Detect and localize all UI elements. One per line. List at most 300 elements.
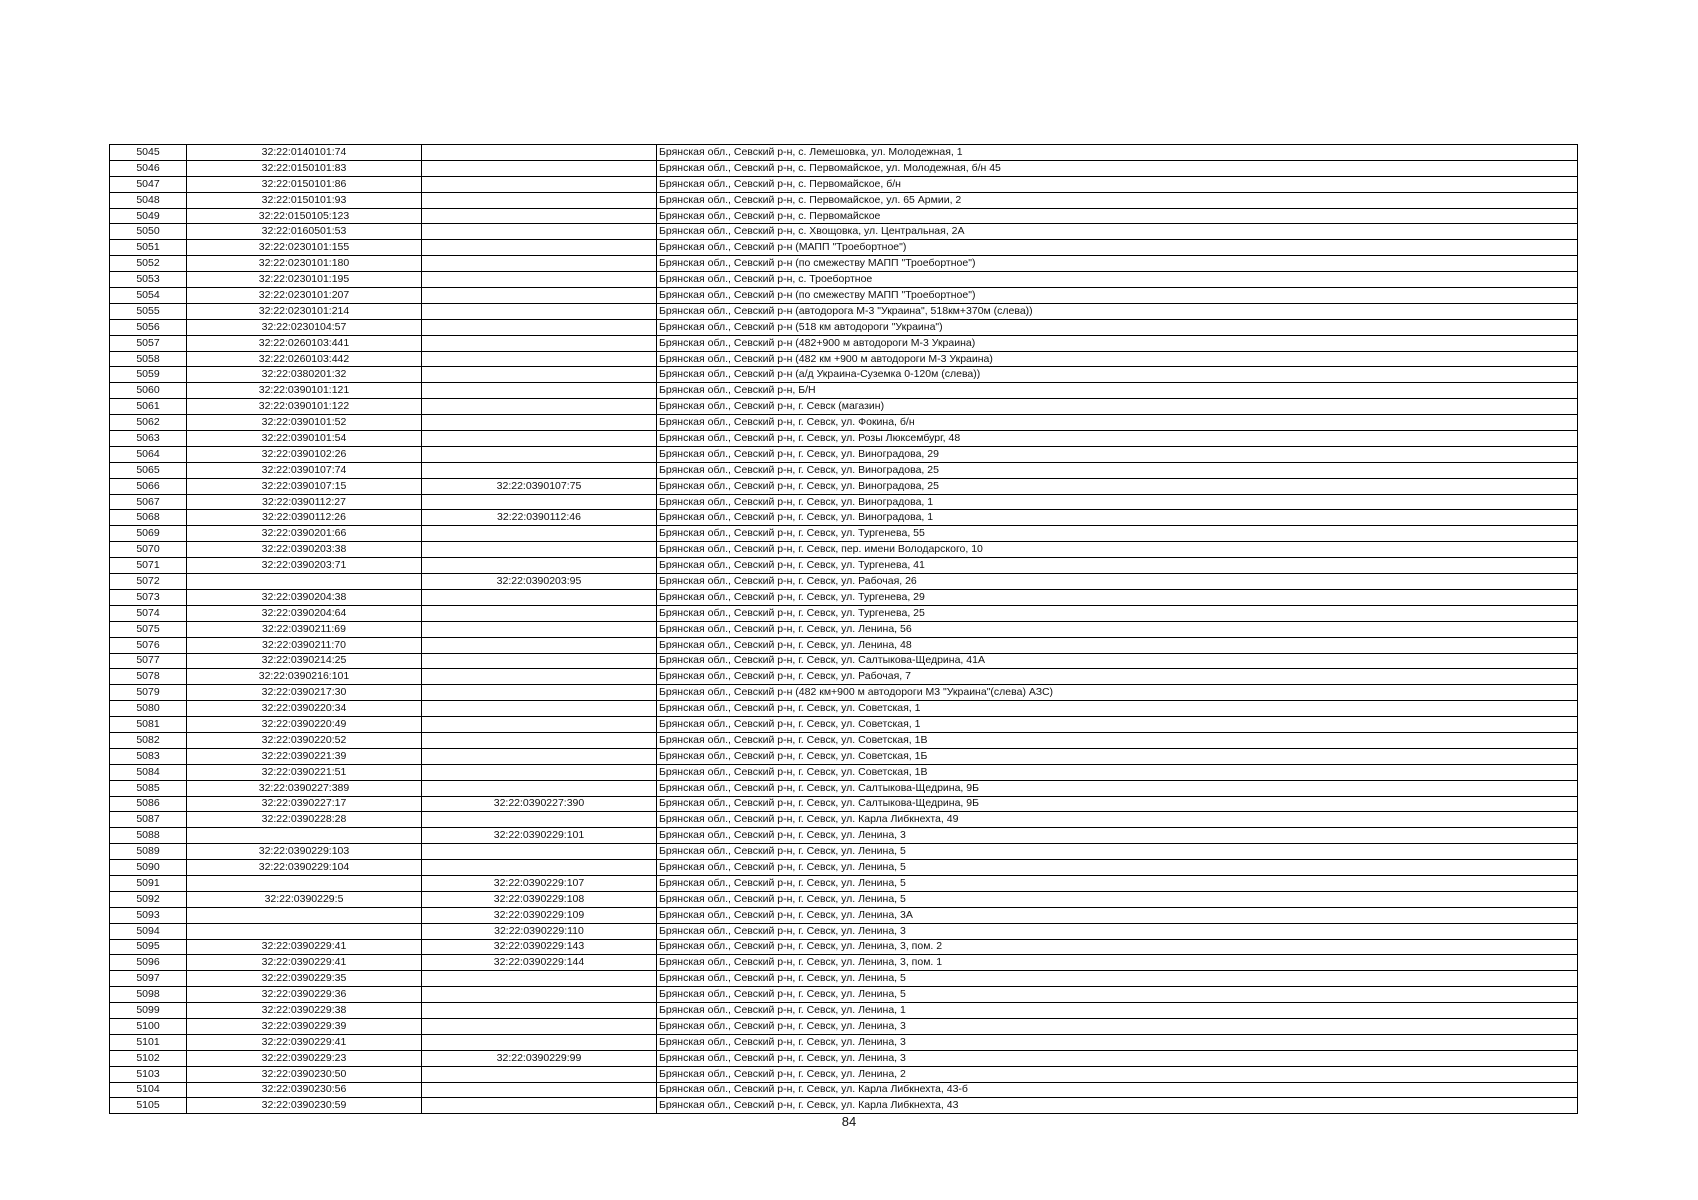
cadastral-number-cell: 32:22:0390229:5 (187, 891, 422, 907)
cadastral-number-cell: 32:22:0390211:70 (187, 637, 422, 653)
related-cadastral-number-cell (422, 987, 657, 1003)
table-row (110, 288, 1578, 304)
related-cadastral-number-cell (422, 717, 657, 733)
address-cell: Брянская обл., Севский р-н, г. Севск, ул. Виноградова, 1 (657, 510, 1578, 526)
row-number-cell: 5053 (110, 272, 187, 288)
address-cell: Брянская обл., Севский р-н, Б/Н (657, 383, 1578, 399)
cadastral-number-cell: 32:22:0140101:74 (187, 145, 422, 161)
address-cell: Брянская обл., Севский р-н, г. Севск, ул. Ленина, 5 (657, 844, 1578, 860)
row-number-cell: 5062 (110, 415, 187, 431)
table-row (110, 1050, 1578, 1066)
cadastral-number-cell: 32:22:0390227:17 (187, 796, 422, 812)
address-cell: Брянская обл., Севский р-н, г. Севск (магазин) (657, 399, 1578, 415)
address-cell: Брянская обл., Севский р-н, г. Севск, ул. Тургенева, 55 (657, 526, 1578, 542)
row-number-cell: 5065 (110, 462, 187, 478)
table-row (110, 844, 1578, 860)
row-number-cell: 5051 (110, 240, 187, 256)
related-cadastral-number-cell (422, 780, 657, 796)
address-cell: Брянская обл., Севский р-н, с. Троебортное (657, 272, 1578, 288)
related-cadastral-number-cell: 32:22:0390229:101 (422, 828, 657, 844)
related-cadastral-number-cell: 32:22:0390229:107 (422, 875, 657, 891)
row-number-cell: 5098 (110, 987, 187, 1003)
address-cell: Брянская обл., Севский р-н, г. Севск, ул. Фокина, б/н (657, 415, 1578, 431)
cadastral-number-cell: 32:22:0390229:41 (187, 955, 422, 971)
address-cell: Брянская обл., Севский р-н, г. Севск, ул. Ленина, 2 (657, 1066, 1578, 1082)
table-row (110, 653, 1578, 669)
row-number-cell: 5052 (110, 256, 187, 272)
cadastral-number-cell: 32:22:0390203:71 (187, 558, 422, 574)
cadastral-number-cell: 32:22:0150101:83 (187, 160, 422, 176)
address-cell: Брянская обл., Севский р-н, г. Севск, ул. Ленина, 3 (657, 1018, 1578, 1034)
table-row (110, 875, 1578, 891)
cadastral-number-cell: 32:22:0390220:52 (187, 732, 422, 748)
related-cadastral-number-cell (422, 383, 657, 399)
cadastral-number-cell: 32:22:0390203:38 (187, 542, 422, 558)
row-number-cell: 5087 (110, 812, 187, 828)
cadastral-number-cell: 32:22:0390229:39 (187, 1018, 422, 1034)
row-number-cell: 5104 (110, 1082, 187, 1098)
table-row (110, 431, 1578, 447)
address-cell: Брянская обл., Севский р-н, г. Севск, ул. Ленина, 5 (657, 860, 1578, 876)
cadastral-number-cell: 32:22:0150101:86 (187, 176, 422, 192)
table-row (110, 637, 1578, 653)
row-number-cell: 5073 (110, 589, 187, 605)
related-cadastral-number-cell: 32:22:0390229:143 (422, 939, 657, 955)
cadastral-number-cell: 32:22:0390101:52 (187, 415, 422, 431)
table-row (110, 399, 1578, 415)
row-number-cell: 5082 (110, 732, 187, 748)
row-number-cell: 5069 (110, 526, 187, 542)
row-number-cell: 5101 (110, 1034, 187, 1050)
related-cadastral-number-cell (422, 431, 657, 447)
related-cadastral-number-cell: 32:22:0390229:144 (422, 955, 657, 971)
address-cell: Брянская обл., Севский р-н, г. Севск, ул. Советская, 1 (657, 717, 1578, 733)
address-cell: Брянская обл., Севский р-н, г. Севск, ул. Тургенева, 41 (657, 558, 1578, 574)
table-row (110, 319, 1578, 335)
related-cadastral-number-cell: 32:22:0390227:390 (422, 796, 657, 812)
address-cell: Брянская обл., Севский р-н, г. Севск, ул. Ленина, 3 (657, 1050, 1578, 1066)
address-cell: Брянская обл., Севский р-н, г. Севск, ул. Тургенева, 25 (657, 605, 1578, 621)
cadastral-number-cell: 32:22:0390229:104 (187, 860, 422, 876)
cadastral-number-cell: 32:22:0390227:389 (187, 780, 422, 796)
related-cadastral-number-cell (422, 160, 657, 176)
cadastral-number-cell: 32:22:0390229:38 (187, 1003, 422, 1019)
address-cell: Брянская обл., Севский р-н, с. Лемешовка, ул. Молодежная, 1 (657, 145, 1578, 161)
table-row (110, 224, 1578, 240)
row-number-cell: 5066 (110, 478, 187, 494)
address-cell: Брянская обл., Севский р-н, г. Севск, ул. Салтыкова-Щедрина, 9Б (657, 780, 1578, 796)
table-row (110, 860, 1578, 876)
address-cell: Брянская обл., Севский р-н, г. Севск, ул. Ленина, 3 (657, 828, 1578, 844)
table-row (110, 1066, 1578, 1082)
address-cell: Брянская обл., Севский р-н, г. Севск, ул. Советская, 1В (657, 764, 1578, 780)
related-cadastral-number-cell (422, 669, 657, 685)
table-row (110, 732, 1578, 748)
related-cadastral-number-cell (422, 462, 657, 478)
address-cell: Брянская обл., Севский р-н, г. Севск, ул. Ленина, 3 (657, 923, 1578, 939)
table-row (110, 812, 1578, 828)
cadastral-number-cell: 32:22:0160501:53 (187, 224, 422, 240)
cadastral-number-cell: 32:22:0390107:15 (187, 478, 422, 494)
row-number-cell: 5070 (110, 542, 187, 558)
table-row (110, 542, 1578, 558)
related-cadastral-number-cell (422, 446, 657, 462)
row-number-cell: 5097 (110, 971, 187, 987)
related-cadastral-number-cell (422, 971, 657, 987)
cadastral-number-cell: 32:22:0390229:23 (187, 1050, 422, 1066)
address-cell: Брянская обл., Севский р-н, г. Севск, пер. имени Володарского, 10 (657, 542, 1578, 558)
row-number-cell: 5061 (110, 399, 187, 415)
address-cell: Брянская обл., Севский р-н, г. Севск, ул. Ленина, 56 (657, 621, 1578, 637)
cadastral-number-cell: 32:22:0390229:36 (187, 987, 422, 1003)
table-row (110, 1098, 1578, 1114)
row-number-cell: 5099 (110, 1003, 187, 1019)
related-cadastral-number-cell (422, 256, 657, 272)
related-cadastral-number-cell (422, 1003, 657, 1019)
cadastral-number-cell: 32:22:0390112:26 (187, 510, 422, 526)
row-number-cell: 5064 (110, 446, 187, 462)
related-cadastral-number-cell (422, 701, 657, 717)
row-number-cell: 5046 (110, 160, 187, 176)
related-cadastral-number-cell (422, 319, 657, 335)
related-cadastral-number-cell (422, 860, 657, 876)
cadastral-number-cell (187, 907, 422, 923)
address-cell: Брянская обл., Севский р-н, г. Севск, ул. Ленина, 48 (657, 637, 1578, 653)
row-number-cell: 5092 (110, 891, 187, 907)
address-cell: Брянская обл., Севский р-н (МАПП "Троебортное") (657, 240, 1578, 256)
cadastral-number-cell: 32:22:0390229:35 (187, 971, 422, 987)
table-row (110, 256, 1578, 272)
address-cell: Брянская обл., Севский р-н, г. Севск, ул. Рабочая, 7 (657, 669, 1578, 685)
related-cadastral-number-cell: 32:22:0390112:46 (422, 510, 657, 526)
row-number-cell: 5091 (110, 875, 187, 891)
table-row (110, 621, 1578, 637)
row-number-cell: 5089 (110, 844, 187, 860)
related-cadastral-number-cell (422, 415, 657, 431)
row-number-cell: 5056 (110, 319, 187, 335)
table-row (110, 796, 1578, 812)
address-cell: Брянская обл., Севский р-н, г. Севск, ул. Советская, 1В (657, 732, 1578, 748)
row-number-cell: 5047 (110, 176, 187, 192)
cadastral-number-cell: 32:22:0390230:59 (187, 1098, 422, 1114)
cadastral-number-cell (187, 574, 422, 590)
cadastral-number-cell: 32:22:0390101:121 (187, 383, 422, 399)
row-number-cell: 5049 (110, 208, 187, 224)
related-cadastral-number-cell (422, 351, 657, 367)
table-row (110, 478, 1578, 494)
cadastral-number-cell: 32:22:0260103:442 (187, 351, 422, 367)
row-number-cell: 5045 (110, 145, 187, 161)
related-cadastral-number-cell (422, 192, 657, 208)
table-row (110, 176, 1578, 192)
address-cell: Брянская обл., Севский р-н, г. Севск, ул. Розы Люксембург, 48 (657, 431, 1578, 447)
address-cell: Брянская обл., Севский р-н (а/д Украина-Суземка 0-120м (слева)) (657, 367, 1578, 383)
address-cell: Брянская обл., Севский р-н, г. Севск, ул. Советская, 1 (657, 701, 1578, 717)
address-cell: Брянская обл., Севский р-н, г. Севск, ул. Ленина, 3 (657, 1034, 1578, 1050)
row-number-cell: 5048 (110, 192, 187, 208)
address-cell: Брянская обл., Севский р-н, г. Севск, ул. Ленина, 5 (657, 875, 1578, 891)
address-cell: Брянская обл., Севский р-н, г. Севск, ул. Тургенева, 29 (657, 589, 1578, 605)
row-number-cell: 5081 (110, 717, 187, 733)
related-cadastral-number-cell: 32:22:0390229:109 (422, 907, 657, 923)
cadastral-number-cell: 32:22:0390201:66 (187, 526, 422, 542)
registry-table-body (110, 145, 1578, 1114)
address-cell: Брянская обл., Севский р-н, г. Севск, ул. Ленина, 3, пом. 1 (657, 955, 1578, 971)
cadastral-number-cell: 32:22:0390228:28 (187, 812, 422, 828)
cadastral-number-cell: 32:22:0150105:123 (187, 208, 422, 224)
cadastral-number-cell: 32:22:0380201:32 (187, 367, 422, 383)
address-cell: Брянская обл., Севский р-н, г. Севск, ул. Советская, 1Б (657, 748, 1578, 764)
table-row (110, 160, 1578, 176)
row-number-cell: 5075 (110, 621, 187, 637)
cadastral-number-cell: 32:22:0390220:34 (187, 701, 422, 717)
cadastral-number-cell: 32:22:0390101:54 (187, 431, 422, 447)
related-cadastral-number-cell (422, 1018, 657, 1034)
cadastral-number-cell: 32:22:0390107:74 (187, 462, 422, 478)
table-row (110, 145, 1578, 161)
cadastral-number-cell (187, 875, 422, 891)
related-cadastral-number-cell (422, 494, 657, 510)
row-number-cell: 5059 (110, 367, 187, 383)
related-cadastral-number-cell: 32:22:0390203:95 (422, 574, 657, 590)
table-row (110, 383, 1578, 399)
address-cell: Брянская обл., Севский р-н, с. Первомайское, ул. 65 Армии, 2 (657, 192, 1578, 208)
related-cadastral-number-cell (422, 637, 657, 653)
related-cadastral-number-cell: 32:22:0390229:99 (422, 1050, 657, 1066)
cadastral-number-cell: 32:22:0390211:69 (187, 621, 422, 637)
table-row (110, 526, 1578, 542)
table-row (110, 1018, 1578, 1034)
table-row (110, 367, 1578, 383)
related-cadastral-number-cell (422, 1066, 657, 1082)
address-cell: Брянская обл., Севский р-н, г. Севск, ул. Салтыкова-Щедрина, 9Б (657, 796, 1578, 812)
table-row (110, 510, 1578, 526)
row-number-cell: 5085 (110, 780, 187, 796)
row-number-cell: 5079 (110, 685, 187, 701)
cadastral-number-cell: 32:22:0390214:25 (187, 653, 422, 669)
row-number-cell: 5080 (110, 701, 187, 717)
row-number-cell: 5084 (110, 764, 187, 780)
cadastral-number-cell (187, 828, 422, 844)
cadastral-number-cell: 32:22:0390220:49 (187, 717, 422, 733)
address-cell: Брянская обл., Севский р-н, г. Севск, ул. Ленина, 5 (657, 971, 1578, 987)
table-row (110, 971, 1578, 987)
cadastral-number-cell: 32:22:0230101:195 (187, 272, 422, 288)
related-cadastral-number-cell (422, 605, 657, 621)
related-cadastral-number-cell (422, 1082, 657, 1098)
address-cell: Брянская обл., Севский р-н, с. Первомайское, ул. Молодежная, б/н 45 (657, 160, 1578, 176)
row-number-cell: 5071 (110, 558, 187, 574)
table-row (110, 1082, 1578, 1098)
related-cadastral-number-cell (422, 224, 657, 240)
related-cadastral-number-cell (422, 1034, 657, 1050)
cadastral-number-cell: 32:22:0390204:38 (187, 589, 422, 605)
row-number-cell: 5105 (110, 1098, 187, 1114)
address-cell: Брянская обл., Севский р-н, г. Севск, ул. Карла Либкнехта, 43 (657, 1098, 1578, 1114)
related-cadastral-number-cell (422, 764, 657, 780)
row-number-cell: 5050 (110, 224, 187, 240)
cadastral-number-cell: 32:22:0230101:180 (187, 256, 422, 272)
row-number-cell: 5096 (110, 955, 187, 971)
table-row (110, 891, 1578, 907)
related-cadastral-number-cell (422, 732, 657, 748)
related-cadastral-number-cell (422, 589, 657, 605)
address-cell: Брянская обл., Севский р-н, г. Севск, ул. Салтыкова-Щедрина, 41А (657, 653, 1578, 669)
table-row (110, 240, 1578, 256)
address-cell: Брянская обл., Севский р-н, г. Севск, ул. Карла Либкнехта, 43-б (657, 1082, 1578, 1098)
cadastral-number-cell (187, 923, 422, 939)
related-cadastral-number-cell (422, 526, 657, 542)
related-cadastral-number-cell (422, 621, 657, 637)
cadastral-number-cell: 32:22:0390230:56 (187, 1082, 422, 1098)
table-row (110, 764, 1578, 780)
cadastral-number-cell: 32:22:0390216:101 (187, 669, 422, 685)
table-row (110, 446, 1578, 462)
address-cell: Брянская обл., Севский р-н, г. Севск, ул. Ленина, 1 (657, 1003, 1578, 1019)
table-row (110, 828, 1578, 844)
row-number-cell: 5074 (110, 605, 187, 621)
address-cell: Брянская обл., Севский р-н, с. Первомайское (657, 208, 1578, 224)
page-number: 84 (841, 1114, 857, 1129)
table-row (110, 669, 1578, 685)
cadastral-number-cell: 32:22:0390221:51 (187, 764, 422, 780)
address-cell: Брянская обл., Севский р-н, г. Севск, ул. Ленина, 3, пом. 2 (657, 939, 1578, 955)
row-number-cell: 5100 (110, 1018, 187, 1034)
table-row (110, 415, 1578, 431)
cadastral-number-cell: 32:22:0230104:57 (187, 319, 422, 335)
related-cadastral-number-cell (422, 367, 657, 383)
table-row (110, 272, 1578, 288)
related-cadastral-number-cell (422, 272, 657, 288)
related-cadastral-number-cell (422, 844, 657, 860)
cadastral-number-cell: 32:22:0230101:155 (187, 240, 422, 256)
row-number-cell: 5076 (110, 637, 187, 653)
table-row (110, 701, 1578, 717)
table-row (110, 351, 1578, 367)
table-row (110, 685, 1578, 701)
row-number-cell: 5068 (110, 510, 187, 526)
related-cadastral-number-cell (422, 748, 657, 764)
related-cadastral-number-cell (422, 542, 657, 558)
related-cadastral-number-cell (422, 288, 657, 304)
row-number-cell: 5060 (110, 383, 187, 399)
address-cell: Брянская обл., Севский р-н, с. Хвощовка, ул. Центральная, 2А (657, 224, 1578, 240)
table-row (110, 605, 1578, 621)
related-cadastral-number-cell (422, 399, 657, 415)
row-number-cell: 5093 (110, 907, 187, 923)
row-number-cell: 5078 (110, 669, 187, 685)
cadastral-number-cell: 32:22:0150101:93 (187, 192, 422, 208)
cadastral-number-cell: 32:22:0390229:103 (187, 844, 422, 860)
address-cell: Брянская обл., Севский р-н (по смежеству МАПП "Троебортное") (657, 288, 1578, 304)
table-row (110, 780, 1578, 796)
table-row (110, 494, 1578, 510)
cadastral-number-cell: 32:22:0390229:41 (187, 939, 422, 955)
address-cell: Брянская обл., Севский р-н, г. Севск, ул. Виноградова, 1 (657, 494, 1578, 510)
table-row (110, 208, 1578, 224)
cadastral-number-cell: 32:22:0260103:441 (187, 335, 422, 351)
row-number-cell: 5086 (110, 796, 187, 812)
related-cadastral-number-cell (422, 558, 657, 574)
address-cell: Брянская обл., Севский р-н, г. Севск, ул. Ленина, 5 (657, 891, 1578, 907)
related-cadastral-number-cell (422, 653, 657, 669)
table-row (110, 748, 1578, 764)
related-cadastral-number-cell (422, 685, 657, 701)
table-row (110, 574, 1578, 590)
address-cell: Брянская обл., Севский р-н (518 км автодороги "Украина") (657, 319, 1578, 335)
related-cadastral-number-cell (422, 240, 657, 256)
table-row (110, 192, 1578, 208)
related-cadastral-number-cell (422, 1098, 657, 1114)
address-cell: Брянская обл., Севский р-н, г. Севск, ул. Виноградова, 29 (657, 446, 1578, 462)
row-number-cell: 5063 (110, 431, 187, 447)
address-cell: Брянская обл., Севский р-н, г. Севск, ул. Ленина, 5 (657, 987, 1578, 1003)
address-cell: Брянская обл., Севский р-н (482 км+900 м автодороги М3 "Украина"(слева) АЗС) (657, 685, 1578, 701)
related-cadastral-number-cell (422, 176, 657, 192)
cadastral-number-cell: 32:22:0230101:207 (187, 288, 422, 304)
table-row (110, 1003, 1578, 1019)
row-number-cell: 5094 (110, 923, 187, 939)
table-row (110, 558, 1578, 574)
cadastral-number-cell: 32:22:0390204:64 (187, 605, 422, 621)
row-number-cell: 5103 (110, 1066, 187, 1082)
row-number-cell: 5095 (110, 939, 187, 955)
cadastral-number-cell: 32:22:0390217:30 (187, 685, 422, 701)
row-number-cell: 5072 (110, 574, 187, 590)
cadastral-number-cell: 32:22:0390102:26 (187, 446, 422, 462)
address-cell: Брянская обл., Севский р-н, г. Севск, ул. Рабочая, 26 (657, 574, 1578, 590)
cadastral-number-cell: 32:22:0390101:122 (187, 399, 422, 415)
cadastral-number-cell: 32:22:0230101:214 (187, 303, 422, 319)
row-number-cell: 5055 (110, 303, 187, 319)
address-cell: Брянская обл., Севский р-н (по смежеству МАПП "Троебортное") (657, 256, 1578, 272)
address-cell: Брянская обл., Севский р-н, г. Севск, ул. Ленина, 3А (657, 907, 1578, 923)
row-number-cell: 5067 (110, 494, 187, 510)
row-number-cell: 5054 (110, 288, 187, 304)
table-row (110, 589, 1578, 605)
table-row (110, 955, 1578, 971)
address-cell: Брянская обл., Севский р-н, с. Первомайское, б/н (657, 176, 1578, 192)
row-number-cell: 5088 (110, 828, 187, 844)
related-cadastral-number-cell (422, 145, 657, 161)
cadastral-number-cell: 32:22:0390112:27 (187, 494, 422, 510)
cadastral-number-cell: 32:22:0390230:50 (187, 1066, 422, 1082)
related-cadastral-number-cell: 32:22:0390229:108 (422, 891, 657, 907)
cadastral-number-cell: 32:22:0390229:41 (187, 1034, 422, 1050)
address-cell: Брянская обл., Севский р-н, г. Севск, ул. Виноградова, 25 (657, 462, 1578, 478)
row-number-cell: 5083 (110, 748, 187, 764)
table-row (110, 923, 1578, 939)
table-row (110, 303, 1578, 319)
row-number-cell: 5102 (110, 1050, 187, 1066)
row-number-cell: 5090 (110, 860, 187, 876)
related-cadastral-number-cell (422, 335, 657, 351)
row-number-cell: 5057 (110, 335, 187, 351)
related-cadastral-number-cell (422, 303, 657, 319)
cadastral-number-cell: 32:22:0390221:39 (187, 748, 422, 764)
table-row (110, 907, 1578, 923)
related-cadastral-number-cell: 32:22:0390229:110 (422, 923, 657, 939)
address-cell: Брянская обл., Севский р-н, г. Севск, ул. Виноградова, 25 (657, 478, 1578, 494)
table-row (110, 987, 1578, 1003)
row-number-cell: 5077 (110, 653, 187, 669)
table-row (110, 939, 1578, 955)
address-cell: Брянская обл., Севский р-н (автодорога М-3 "Украина", 518км+370м (слева)) (657, 303, 1578, 319)
related-cadastral-number-cell (422, 208, 657, 224)
table-row (110, 335, 1578, 351)
table-row (110, 1034, 1578, 1050)
registry-table (109, 144, 1578, 1114)
